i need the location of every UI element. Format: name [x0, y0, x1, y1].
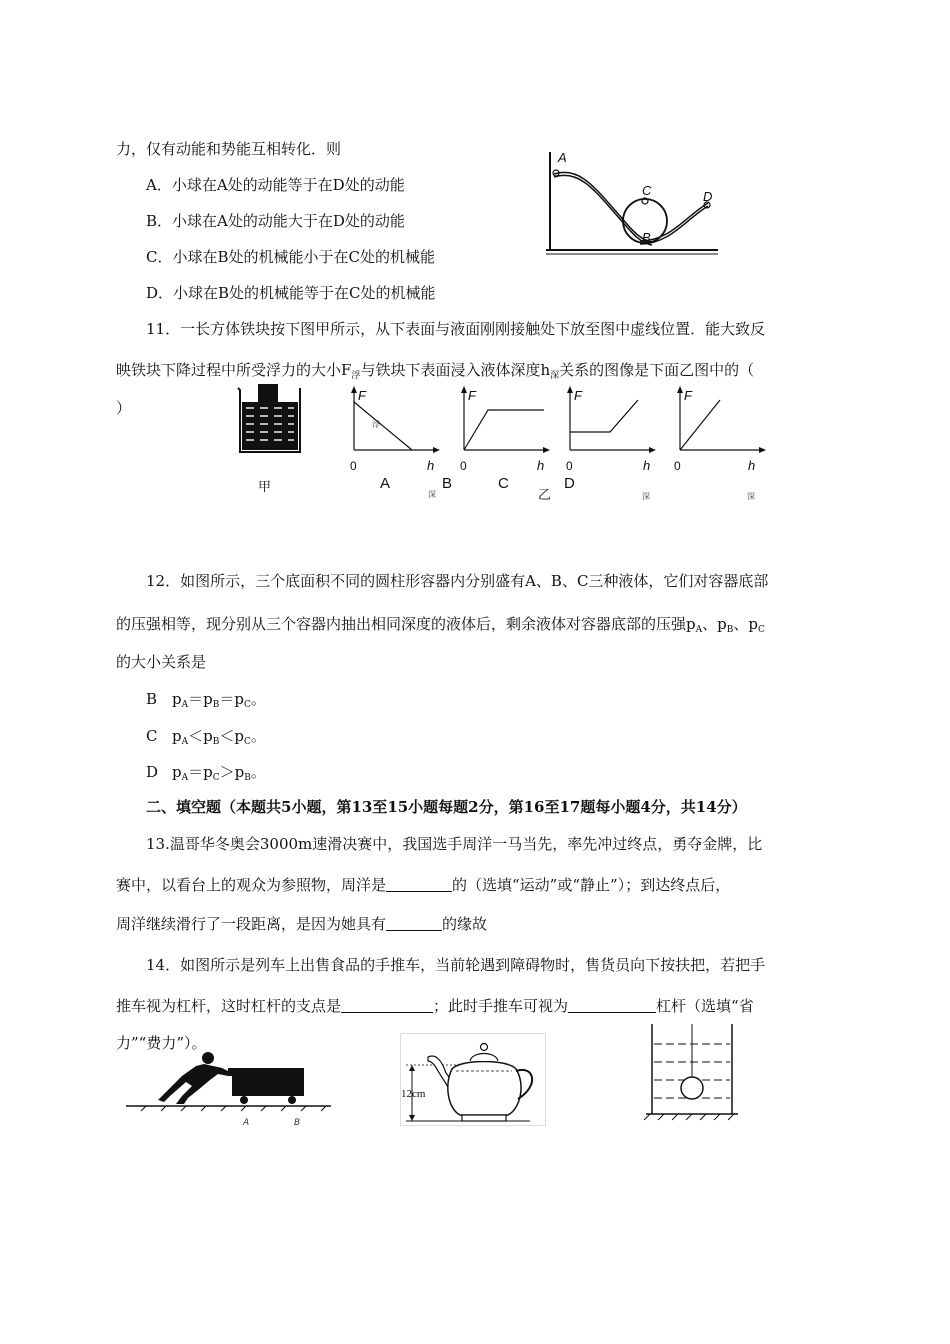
q12-ob-p3: ＝p	[219, 690, 244, 708]
q11-fig-jia: 甲	[258, 480, 272, 495]
q12-option-c	[146, 726, 266, 752]
q14-cart-label-b: B	[294, 1118, 301, 1128]
q12-od-p2: ＝p	[188, 763, 213, 781]
q11-line2	[116, 360, 754, 386]
q14-cart-figure	[126, 1050, 336, 1112]
q12-oc-s1: A	[181, 737, 189, 747]
q14-line2	[116, 996, 754, 1016]
q14-container-figure	[640, 1022, 740, 1122]
q10-label-b: B	[642, 230, 651, 245]
q12-oc-end: 。	[250, 727, 266, 745]
q12-oc-p2: ＜p	[188, 727, 213, 745]
q12-line2-text: 的压强相等，现分别从三个容器内抽出相同深度的液体后，剩余液体对容器底部的压强p	[116, 615, 696, 633]
q14-blank-1[interactable]	[341, 997, 433, 1013]
q12-option-c-letter: C	[146, 727, 158, 745]
q12-sub-b: B	[726, 625, 734, 635]
q14-line3: 力”“费力”）。	[116, 1034, 207, 1052]
q13-line3-start: 周洋继续滑行了一段距离，是因为她具有	[116, 915, 387, 933]
q12-od-s2: C	[212, 773, 220, 783]
q11-graph-d-h-sub: 深	[747, 492, 755, 501]
q11-sub-deep: 深	[550, 371, 560, 381]
q12-option-d-letter: D	[146, 763, 159, 781]
q12-option-d	[146, 762, 266, 788]
q10-lead: 力，仅有动能和势能互相转化．则	[116, 140, 342, 158]
q11-line1-text: 11．一长方体铁块按下图甲所示，从下表面与液面刚刚接触处下放至	[146, 320, 601, 338]
q12-option-b	[146, 689, 266, 715]
q11-line2-start: 映铁块下降过程中所受浮力的大小F	[116, 361, 352, 379]
q11-graph-c-f: F	[574, 388, 582, 403]
q12-oc-s3: C	[243, 737, 251, 747]
q11-graph-d-origin: 0	[674, 459, 681, 473]
q12-ob-s1: A	[181, 700, 189, 710]
q11-line1-end: 图中虚线位置．能大致反	[600, 320, 766, 338]
q11-option-c-label: C	[498, 475, 509, 492]
q12-ob-p1: p	[172, 690, 182, 708]
q11-graph-a-h-sub: 深	[428, 490, 436, 499]
q12-od-s3: B	[244, 773, 251, 783]
q12-ob-s3: C	[243, 700, 251, 710]
q12-sub-a: A	[695, 625, 703, 635]
q10-option-c: C．小球在B处的机械能小于在C处的机械能	[146, 248, 435, 266]
q12-ob-end: 。	[250, 690, 266, 708]
q11-graph-c-h: h	[643, 458, 651, 473]
q12-ob-s2: B	[212, 700, 220, 710]
q12-sub-c: C	[757, 625, 765, 635]
q11-graph-a-h: h	[427, 458, 435, 473]
q12-line3: 的大小关系是	[116, 653, 207, 671]
q11-fig-yi: 乙	[538, 488, 552, 503]
q11-line1	[146, 319, 765, 339]
q13-blank-1[interactable]	[386, 876, 452, 892]
q11-graph-d-f: F	[684, 388, 692, 403]
q11-graph-a-origin: 0	[350, 459, 357, 473]
q11-beaker-figure	[230, 380, 310, 458]
q12-sep-2: 、p	[733, 615, 758, 633]
section2-heading: 二、填空题（本题共5小题，第13至15小题每题2分，第16至17题每小题4分，共14分）	[146, 798, 747, 816]
q11-graph-c-h-sub: 深	[642, 492, 650, 501]
q11-sub-float: 浮	[351, 371, 361, 381]
q10-label-c: C	[642, 183, 652, 198]
q11-graph-c-origin: 0	[566, 459, 573, 473]
q10-label-a: A	[558, 150, 567, 165]
q14-teapot-figure	[400, 1033, 546, 1127]
q11-option-d-label: D	[564, 475, 575, 492]
q14-line2-start: 推车视为杠杆，这时杠杆的支点是	[116, 997, 342, 1015]
q11-option-b-label: B	[442, 475, 453, 492]
q12-line2	[116, 614, 765, 640]
q12-od-end: 。	[250, 763, 266, 781]
q11-graph-d-h: h	[748, 458, 756, 473]
q13-line3	[116, 914, 487, 934]
q14-cart-label-a: A	[243, 1118, 250, 1128]
q11-line3: ）	[116, 399, 132, 417]
q12-oc-p3: ＜p	[219, 727, 244, 745]
q10-option-b: B．小球在A处的动能大于在D处的动能	[146, 212, 405, 230]
q10-label-d: D	[703, 189, 713, 204]
q11-graph-b-origin: 0	[460, 459, 467, 473]
q12-ob-p2: ＝p	[188, 690, 213, 708]
q11-graph-b-f: F	[468, 388, 476, 403]
q13-blank-2[interactable]	[386, 915, 442, 931]
q11-graph-a-f-sub: 浮	[372, 420, 380, 429]
q12-sep-1: 、p	[702, 615, 727, 633]
q12-od-s1: A	[181, 773, 189, 783]
q14-teapot-label: 12cm	[401, 1088, 426, 1100]
q14-blank-2[interactable]	[568, 997, 656, 1013]
q11-graph-a-f: F	[358, 388, 366, 403]
q13-line2-start: 赛中，以看台上的观众为参照物，周洋是	[116, 876, 387, 894]
q12-oc-s2: B	[212, 737, 220, 747]
q13-line1: 13.温哥华冬奥会3000m速滑决赛中，我国选手周洋一马当先，率先冲过终点，勇夺金牌，比	[146, 835, 763, 853]
q14-line1: 14．如图所示是列车上出售食品的手推车，当前轮遇到障碍物时，售货员向下按扶把，若把手	[146, 956, 766, 974]
q13-line2-end: 的（选填“运动”或“静止”）；到达终点后，	[452, 876, 731, 894]
q14-line2-end: 杠杆（选填“省	[656, 997, 754, 1015]
q10-option-d: D．小球在B处的机械能等于在C处的机械能	[146, 284, 436, 302]
q12-od-p1: p	[172, 763, 182, 781]
q10-track-figure	[540, 148, 725, 258]
q11-line2-end: 关系的图像是下面乙图中的（	[559, 361, 755, 379]
q13-line2	[116, 875, 730, 895]
q11-line2-mid: 与铁块下表面浸入液体深度h	[360, 361, 551, 379]
q12-oc-p1: p	[172, 727, 182, 745]
q12-option-b-letter: B	[146, 690, 158, 708]
q12-line1: 12．如图所示，三个底面积不同的圆柱形容器内分别盛有A、B、C三种液体，它们对容器底部	[146, 572, 769, 590]
q10-option-a: A．小球在A处的动能等于在D处的动能	[146, 176, 405, 194]
q13-line3-end: 的缘故	[442, 915, 488, 933]
q11-graph-b-h: h	[537, 458, 545, 473]
q14-line2-mid: ；此时手推车可视为	[433, 997, 569, 1015]
q11-option-a-label: A	[380, 475, 391, 492]
q12-od-p3: ＞p	[219, 763, 245, 781]
